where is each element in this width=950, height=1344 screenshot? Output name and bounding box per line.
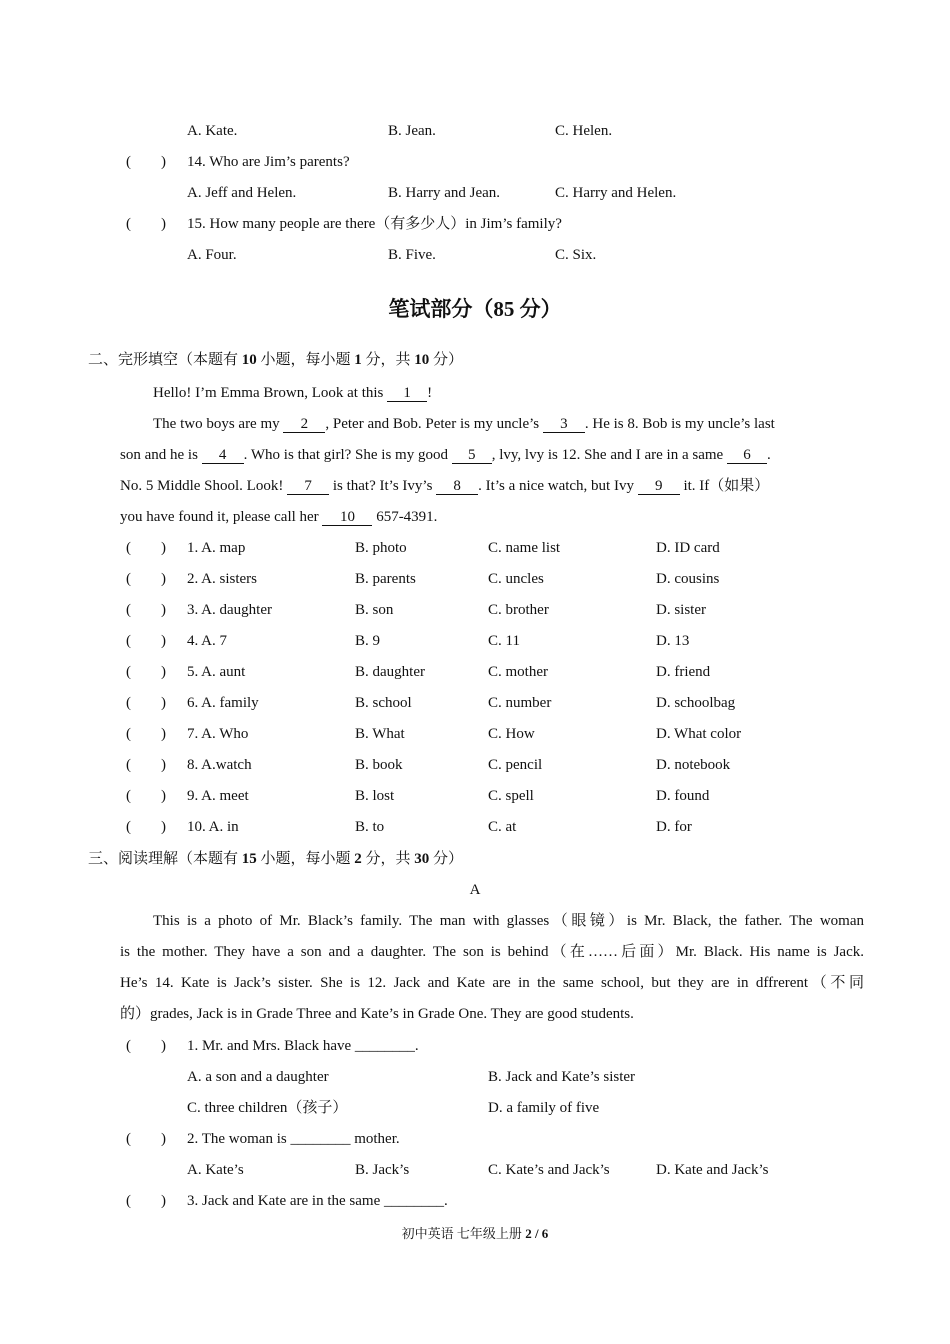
cloze-q8-option-d: D. notebook	[656, 757, 731, 773]
cloze-text: son and he is	[120, 447, 202, 463]
cloze-q5-option-c: C. mother	[488, 664, 548, 680]
cloze-q1-option-a: 1. A. map	[187, 540, 246, 556]
cloze-q6-option-b: B. school	[355, 695, 412, 711]
reading-q2-option-b: B. Jack’s	[355, 1162, 410, 1178]
cloze-q9-answer-paren[interactable]: ( )	[126, 788, 166, 804]
cloze-line-5	[120, 507, 437, 527]
cloze-q9-option-b: B. lost	[355, 788, 395, 804]
cloze-q1-option-d: D. ID card	[656, 540, 720, 556]
cloze-q4-option-c: C. 11	[488, 633, 520, 649]
q14-option-b: B. Harry and Jean.	[388, 185, 501, 201]
cloze-q5-option-b: B. daughter	[355, 664, 425, 680]
cloze-blank[interactable]: 8	[436, 478, 478, 495]
cloze-q2-option-b: B. parents	[355, 571, 416, 587]
cloze-q3-option-c: C. brother	[488, 602, 549, 618]
cloze-q2-option-d: D. cousins	[656, 571, 720, 587]
cloze-q6-option-a: 6. A. family	[187, 695, 259, 711]
reading-line-4: 的）grades, Jack is in Grade Three and Kate’s in Grade One. They are good students.	[120, 1006, 634, 1022]
reading-q1-option-d: D. a family of five	[488, 1100, 600, 1116]
answer-paren[interactable]: ( )	[126, 1038, 166, 1054]
cloze-q9-option-d: D. found	[656, 788, 710, 804]
cloze-q7-option-b: B. What	[355, 726, 405, 742]
cloze-line-3	[120, 445, 771, 465]
written-part-title: 笔试部分（85 分）	[388, 297, 562, 321]
cloze-q8-answer-paren[interactable]: ( )	[126, 757, 166, 773]
cloze-line-2	[153, 414, 775, 434]
cloze-text: 657-4391.	[372, 509, 438, 525]
reading-q2-stem: 2. The woman is ________ mother.	[187, 1131, 400, 1147]
cloze-text: . He is 8. Bob is my uncle’s last	[584, 416, 775, 432]
cloze-text: . Who is that girl? She is my good	[243, 447, 452, 463]
cloze-text: Hello! I’m Emma Brown, Look at this	[153, 385, 388, 401]
reading-q1-option-c: C. three children（孩子）	[187, 1100, 348, 1116]
cloze-q4-option-a: 4. A. 7	[187, 633, 228, 649]
cloze-q3-answer-paren[interactable]: ( )	[126, 602, 166, 618]
cloze-text: .	[766, 447, 771, 463]
q13-option-a: A. Kate.	[187, 123, 238, 139]
footer-page-number: 2 / 6	[525, 1226, 549, 1241]
cloze-q1-answer-paren[interactable]: ( )	[126, 540, 166, 556]
cloze-blank[interactable]: 7	[287, 478, 329, 495]
cloze-q9-option-c: C. spell	[488, 788, 534, 804]
cloze-blank[interactable]: 9	[638, 478, 680, 495]
cloze-text: is that? It’s Ivy’s	[329, 478, 437, 494]
reading-line-2: is the mother. They have a son and a daughter. The son is behind（在……后面）Mr. Black. His name is Jack.	[120, 944, 864, 960]
cloze-line-1	[153, 383, 432, 403]
q15-stem: 15. How many people are there（有多少人）in Jim’s family?	[187, 216, 562, 232]
cloze-text: , lvy, lvy is 12. She and I are in a same	[491, 447, 727, 463]
q13-option-c: C. Helen.	[555, 123, 613, 139]
cloze-blank[interactable]: 10	[322, 509, 372, 526]
cloze-q5-option-d: D. friend	[656, 664, 711, 680]
cloze-blank[interactable]: 3	[543, 416, 585, 433]
cloze-text: you have found it, please call her	[120, 509, 323, 525]
q14-option-a: A. Jeff and Helen.	[187, 185, 297, 201]
cloze-q8-option-c: C. pencil	[488, 757, 543, 773]
cloze-text: !	[427, 385, 433, 401]
cloze-q4-answer-paren[interactable]: ( )	[126, 633, 166, 649]
reading-line-1: This is a photo of Mr. Black’s family. The man with glasses（眼镜）is Mr. Black, the father. The woman	[153, 913, 864, 929]
answer-paren[interactable]: ( )	[126, 1131, 166, 1147]
cloze-q10-option-c: C. at	[488, 819, 517, 835]
cloze-q6-option-c: C. number	[488, 695, 552, 711]
q14-option-c: C. Harry and Helen.	[555, 185, 677, 201]
cloze-q7-option-d: D. What color	[656, 726, 742, 742]
reading-heading: 三、阅读理解（本题有 15 小题，每小题 2 分，共 30 分）	[88, 851, 464, 867]
passage-label: A	[469, 882, 481, 898]
cloze-q7-option-c: C. How	[488, 726, 535, 742]
cloze-q3-option-b: B. son	[355, 602, 394, 618]
cloze-text: No. 5 Middle Shool. Look!	[120, 478, 288, 494]
answer-paren[interactable]: ( )	[126, 154, 166, 170]
reading-q1-option-b: B. Jack and Kate’s sister	[488, 1069, 636, 1085]
q15-option-c: C. Six.	[555, 247, 597, 263]
reading-q2-option-c: C. Kate’s and Jack’s	[488, 1162, 610, 1178]
cloze-blank[interactable]: 1	[387, 385, 427, 402]
q15-option-a: A. Four.	[187, 247, 237, 263]
cloze-text: it. If（如果）	[679, 478, 770, 494]
cloze-q10-option-b: B. to	[355, 819, 385, 835]
cloze-text: The two boys are my	[153, 416, 284, 432]
answer-paren[interactable]: ( )	[126, 216, 166, 232]
cloze-q4-option-b: B. 9	[355, 633, 381, 649]
cloze-q3-option-d: D. sister	[656, 602, 706, 618]
cloze-q9-option-a: 9. A. meet	[187, 788, 249, 804]
reading-q1-option-a: A. a son and a daughter	[187, 1069, 329, 1085]
cloze-blank[interactable]: 5	[452, 447, 492, 464]
cloze-q10-option-a: 10. A. in	[187, 819, 239, 835]
reading-q2-option-a: A. Kate’s	[187, 1162, 244, 1178]
cloze-blank[interactable]: 4	[202, 447, 244, 464]
cloze-text: , Peter and Bob. Peter is my uncle’s	[325, 416, 543, 432]
cloze-blank[interactable]: 6	[727, 447, 767, 464]
cloze-q7-option-a: 7. A. Who	[187, 726, 249, 742]
cloze-q2-option-a: 2. A. sisters	[187, 571, 258, 587]
cloze-line-4	[120, 476, 769, 496]
cloze-q6-option-d: D. schoolbag	[656, 695, 736, 711]
cloze-q3-option-a: 3. A. daughter	[187, 602, 272, 618]
answer-paren[interactable]: ( )	[126, 1193, 166, 1209]
cloze-text: . It’s a nice watch, but Ivy	[478, 478, 638, 494]
reading-q2-option-d: D. Kate and Jack’s	[656, 1162, 769, 1178]
reading-q3-stem: 3. Jack and Kate are in the same ________.	[187, 1193, 448, 1209]
cloze-q5-answer-paren[interactable]: ( )	[126, 664, 166, 680]
cloze-q8-option-b: B. book	[355, 757, 403, 773]
footer-subject: 初中英语 七年级上册	[401, 1226, 526, 1241]
q15-option-b: B. Five.	[388, 247, 436, 263]
cloze-q2-answer-paren[interactable]: ( )	[126, 571, 166, 587]
cloze-q1-option-c: C. name list	[488, 540, 561, 556]
cloze-q5-option-a: 5. A. aunt	[187, 664, 246, 680]
cloze-q6-answer-paren[interactable]: ( )	[126, 695, 166, 711]
cloze-blank[interactable]: 2	[283, 416, 325, 433]
q14-stem: 14. Who are Jim’s parents?	[187, 154, 350, 170]
reading-line-3: He’s 14. Kate is Jack’s sister. She is 12. Jack and Kate are in the same school, but they are in dffrerent（不同	[120, 975, 864, 991]
cloze-q4-option-d: D. 13	[656, 633, 690, 649]
cloze-q2-option-c: C. uncles	[488, 571, 544, 587]
cloze-q10-option-d: D. for	[656, 819, 692, 835]
cloze-q10-answer-paren[interactable]: ( )	[126, 819, 166, 835]
cloze-heading: 二、完形填空（本题有 10 小题，每小题 1 分，共 10 分）	[88, 352, 464, 368]
reading-q1-stem: 1. Mr. and Mrs. Black have ________.	[187, 1038, 419, 1054]
q13-option-b: B. Jean.	[388, 123, 436, 139]
page-footer	[0, 1224, 950, 1244]
cloze-q8-option-a: 8. A.watch	[187, 757, 252, 773]
cloze-q1-option-b: B. photo	[355, 540, 407, 556]
cloze-q7-answer-paren[interactable]: ( )	[126, 726, 166, 742]
